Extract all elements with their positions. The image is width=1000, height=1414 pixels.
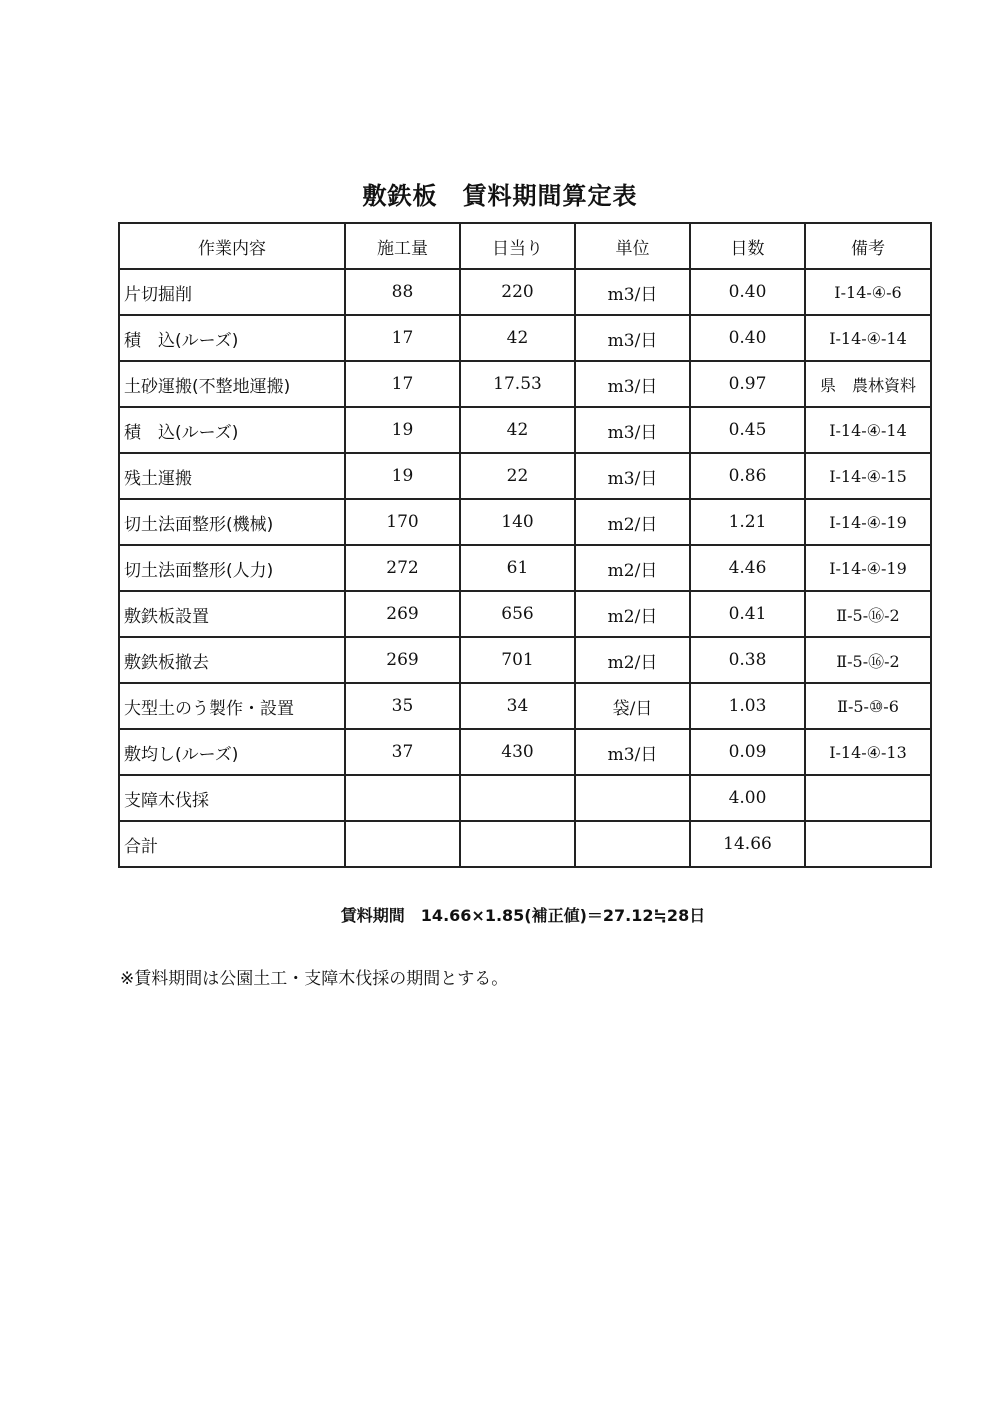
cell-quantity: 269 — [345, 591, 460, 637]
cell-remarks: Ⅰ-14-④-13 — [805, 729, 931, 775]
cell-daily-rate: 34 — [460, 683, 575, 729]
cell-quantity — [345, 821, 460, 867]
table-row — [119, 591, 931, 637]
cell-quantity: 17 — [345, 361, 460, 407]
header-days: 日数 — [690, 223, 805, 269]
cell-unit: m3/日 — [575, 729, 690, 775]
cell-daily-rate: 220 — [460, 269, 575, 315]
cell-daily-rate: 656 — [460, 591, 575, 637]
cell-work-item: 残土運搬 — [119, 453, 345, 499]
cell-remarks: Ⅱ-5-⑯-2 — [805, 591, 931, 637]
cell-unit: m2/日 — [575, 591, 690, 637]
cell-daily-rate: 61 — [460, 545, 575, 591]
cell-remarks — [805, 821, 931, 867]
cell-unit: m3/日 — [575, 407, 690, 453]
footnote: ※賃料期間は公園土工・支障木伐採の期間とする。 — [120, 969, 509, 989]
cell-remarks: 県 農林資料 — [805, 361, 931, 407]
cell-days: 0.45 — [690, 407, 805, 453]
cell-days: 1.21 — [690, 499, 805, 545]
cell-daily-rate: 42 — [460, 315, 575, 361]
cell-quantity: 272 — [345, 545, 460, 591]
cell-daily-rate: 701 — [460, 637, 575, 683]
table-row — [119, 269, 931, 315]
cell-days: 0.41 — [690, 591, 805, 637]
cell-quantity — [345, 775, 460, 821]
header-remarks: 備考 — [805, 223, 931, 269]
cell-daily-rate: 22 — [460, 453, 575, 499]
cell-days: 14.66 — [690, 821, 805, 867]
cell-unit: m3/日 — [575, 453, 690, 499]
table-row — [119, 407, 931, 453]
table-row — [119, 315, 931, 361]
cell-quantity: 19 — [345, 407, 460, 453]
cell-work-item: 合計 — [119, 821, 345, 867]
cell-remarks — [805, 775, 931, 821]
cell-daily-rate — [460, 821, 575, 867]
cell-days: 0.40 — [690, 315, 805, 361]
cell-days: 1.03 — [690, 683, 805, 729]
cell-unit — [575, 775, 690, 821]
cell-quantity: 88 — [345, 269, 460, 315]
cell-days: 4.00 — [690, 775, 805, 821]
cell-unit: m2/日 — [575, 499, 690, 545]
header-unit: 単位 — [575, 223, 690, 269]
cell-work-item: 切土法面整形(人力) — [119, 545, 345, 591]
cell-remarks: Ⅰ-14-④-19 — [805, 545, 931, 591]
cell-days: 0.38 — [690, 637, 805, 683]
cell-days: 0.40 — [690, 269, 805, 315]
table-row — [119, 545, 931, 591]
cell-days: 4.46 — [690, 545, 805, 591]
cell-work-item: 敷均し(ルーズ) — [119, 729, 345, 775]
header-daily-rate: 日当り — [460, 223, 575, 269]
table-row — [119, 637, 931, 683]
cell-daily-rate: 17.53 — [460, 361, 575, 407]
table-row — [119, 683, 931, 729]
page-title: 敷鉄板 賃料期間算定表 — [362, 182, 638, 210]
cell-unit: m3/日 — [575, 315, 690, 361]
cell-quantity: 35 — [345, 683, 460, 729]
cell-work-item: 土砂運搬(不整地運搬) — [119, 361, 345, 407]
cell-unit: m3/日 — [575, 361, 690, 407]
header-quantity: 施工量 — [345, 223, 460, 269]
cell-work-item: 敷鉄板設置 — [119, 591, 345, 637]
table-row — [119, 821, 931, 867]
cell-remarks: Ⅱ-5-⑯-2 — [805, 637, 931, 683]
cell-quantity: 269 — [345, 637, 460, 683]
cell-remarks: Ⅰ-14-④-15 — [805, 453, 931, 499]
cell-unit — [575, 821, 690, 867]
cell-days: 0.97 — [690, 361, 805, 407]
cell-unit: m3/日 — [575, 269, 690, 315]
cell-work-item: 片切掘削 — [119, 269, 345, 315]
cell-quantity: 17 — [345, 315, 460, 361]
header-work-item: 作業内容 — [119, 223, 345, 269]
cell-daily-rate: 42 — [460, 407, 575, 453]
cell-work-item: 敷鉄板撤去 — [119, 637, 345, 683]
table-row — [119, 729, 931, 775]
cell-days: 0.09 — [690, 729, 805, 775]
table-row — [119, 453, 931, 499]
cell-remarks: Ⅰ-14-④-14 — [805, 315, 931, 361]
cell-remarks: Ⅱ-5-⑩-6 — [805, 683, 931, 729]
cell-quantity: 19 — [345, 453, 460, 499]
cell-daily-rate: 430 — [460, 729, 575, 775]
cell-work-item: 積 込(ルーズ) — [119, 315, 345, 361]
cell-quantity: 170 — [345, 499, 460, 545]
cell-work-item: 積 込(ルーズ) — [119, 407, 345, 453]
cell-remarks: Ⅰ-14-④-14 — [805, 407, 931, 453]
cell-quantity: 37 — [345, 729, 460, 775]
rental-period-formula: 賃料期間 14.66×1.85(補正値)＝27.12≒28日 — [340, 906, 706, 925]
cell-daily-rate — [460, 775, 575, 821]
cell-work-item: 切土法面整形(機械) — [119, 499, 345, 545]
table-row — [119, 775, 931, 821]
calculation-table — [118, 222, 932, 868]
cell-unit: 袋/日 — [575, 683, 690, 729]
table-header-row — [119, 223, 931, 269]
cell-work-item: 大型土のう製作・設置 — [119, 683, 345, 729]
table-row — [119, 361, 931, 407]
cell-remarks: Ⅰ-14-④-19 — [805, 499, 931, 545]
cell-work-item: 支障木伐採 — [119, 775, 345, 821]
cell-unit: m2/日 — [575, 545, 690, 591]
table-row — [119, 499, 931, 545]
cell-unit: m2/日 — [575, 637, 690, 683]
cell-remarks: Ⅰ-14-④-6 — [805, 269, 931, 315]
cell-days: 0.86 — [690, 453, 805, 499]
cell-daily-rate: 140 — [460, 499, 575, 545]
